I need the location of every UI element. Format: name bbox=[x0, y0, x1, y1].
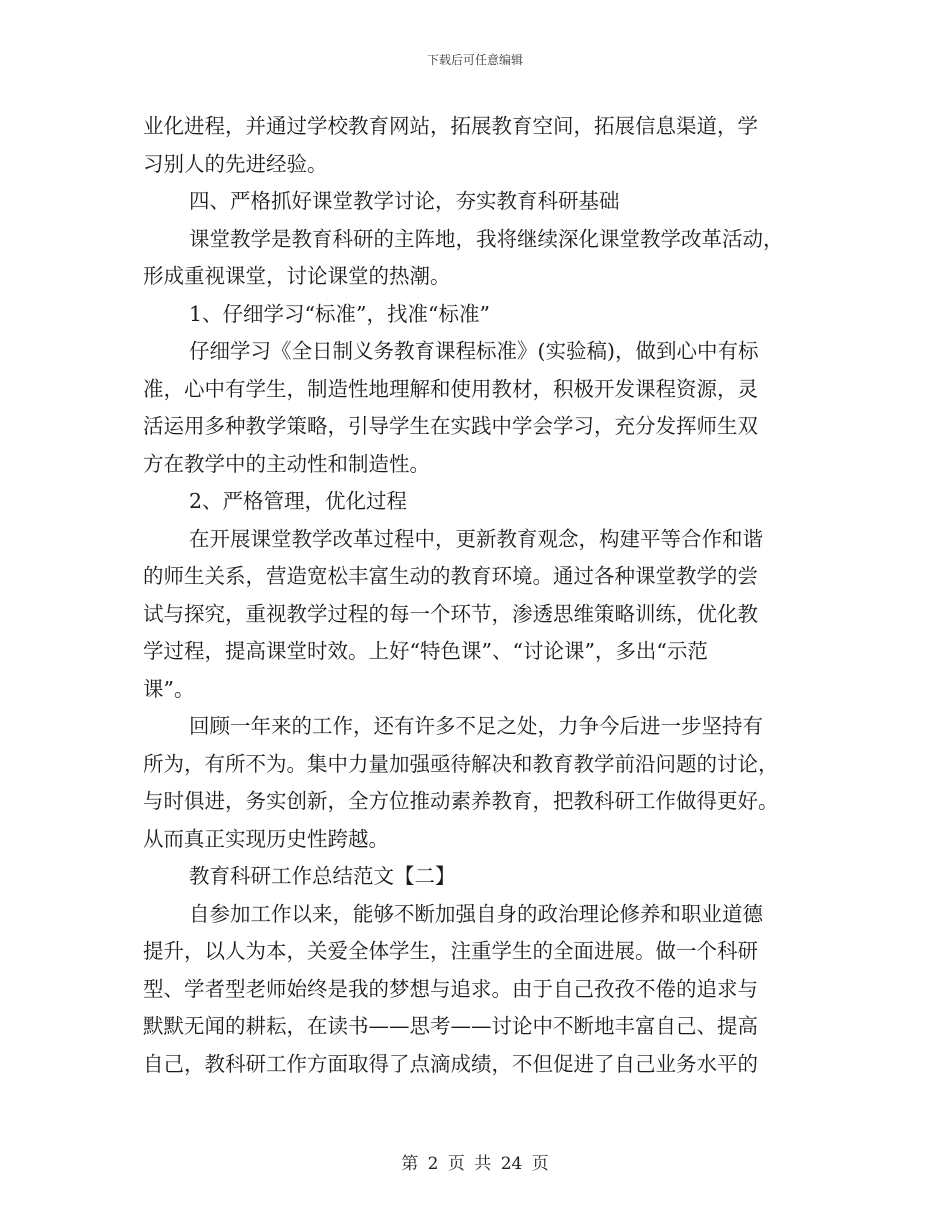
text-line: 准，心中有学生，制造性地理解和使用教材，积极开发课程资源，灵 bbox=[143, 376, 758, 401]
text-line: 1、仔细学习“标准”，找准“标准” bbox=[189, 301, 490, 326]
text-line: 课堂教学是教育科研的主阵地，我将继续深化课堂教学改革活动， bbox=[189, 226, 784, 251]
text-line: 在开展课堂教学改革过程中，更新教育观念，构建平等合作和谐 bbox=[189, 526, 763, 551]
text-line: 2、严格管理，优化过程 bbox=[189, 489, 408, 513]
text-line: 学过程，提高课堂时效。上好“特色课”、“讨论课”，多出“示范 bbox=[143, 639, 708, 663]
text-line: 所为，有所不为。集中力量加强亟待解决和教育教学前沿问题的讨论， bbox=[143, 751, 779, 776]
text-line: 习别人的先进经验。 bbox=[143, 151, 328, 176]
text-line: 活运用多种教学策略，引导学生在实践中学会学习，充分发挥师生双 bbox=[143, 414, 758, 438]
text-line: 试与探究，重视教学过程的每一个环节，渗透思维策略训练，优化教 bbox=[143, 601, 758, 626]
text-line: 自参加工作以来，能够不断加强自身的政治理论修养和职业道德 bbox=[189, 901, 763, 926]
text-line: 形成重视课堂，讨论课堂的热潮。 bbox=[143, 264, 451, 288]
text-line: 的师生关系，营造宽松丰富生动的教育环境。通过各种课堂教学的尝 bbox=[143, 564, 758, 588]
text-line: 仔细学习《全日制义务教育课程标准》(实验稿)，做到心中有标 bbox=[189, 339, 759, 363]
text-line: 回顾一年来的工作，还有许多不足之处，力争今后进一步坚持有 bbox=[189, 714, 763, 738]
text-line: 课”。 bbox=[143, 676, 195, 701]
text-line: 自己，教科研工作方面取得了点滴成绩，不但促进了自己业务水平的 bbox=[143, 1051, 758, 1076]
page-number-footer: 第 2 页 共 24 页 bbox=[401, 1154, 549, 1174]
text-line: 四、严格抓好课堂教学讨论，夯实教育科研基础 bbox=[189, 189, 620, 213]
document-body bbox=[143, 108, 809, 1083]
text-line: 从而真正实现历史性跨越。 bbox=[143, 826, 389, 851]
text-line: 教育科研工作总结范文【二】 bbox=[189, 864, 456, 888]
text-line: 与时俱进，务实创新，全方位推动素养教育，把教科研工作做得更好。 bbox=[143, 789, 779, 813]
text-line: 默默无闻的耕耘，在读书——思考——讨论中不断地丰富自己、提高 bbox=[143, 1014, 758, 1038]
page-header: 下载后可任意编辑 bbox=[426, 53, 523, 67]
text-line: 提升，以人为本，关爱全体学生，注重学生的全面进展。做一个科研 bbox=[143, 939, 758, 963]
text-line: 型、学者型老师始终是我的梦想与追求。由于自己孜孜不倦的追求与 bbox=[143, 976, 758, 1001]
text-line: 业化进程，并通过学校教育网站，拓展教育空间，拓展信息渠道，学 bbox=[143, 114, 758, 138]
text-line: 方在教学中的主动性和制造性。 bbox=[143, 451, 430, 476]
